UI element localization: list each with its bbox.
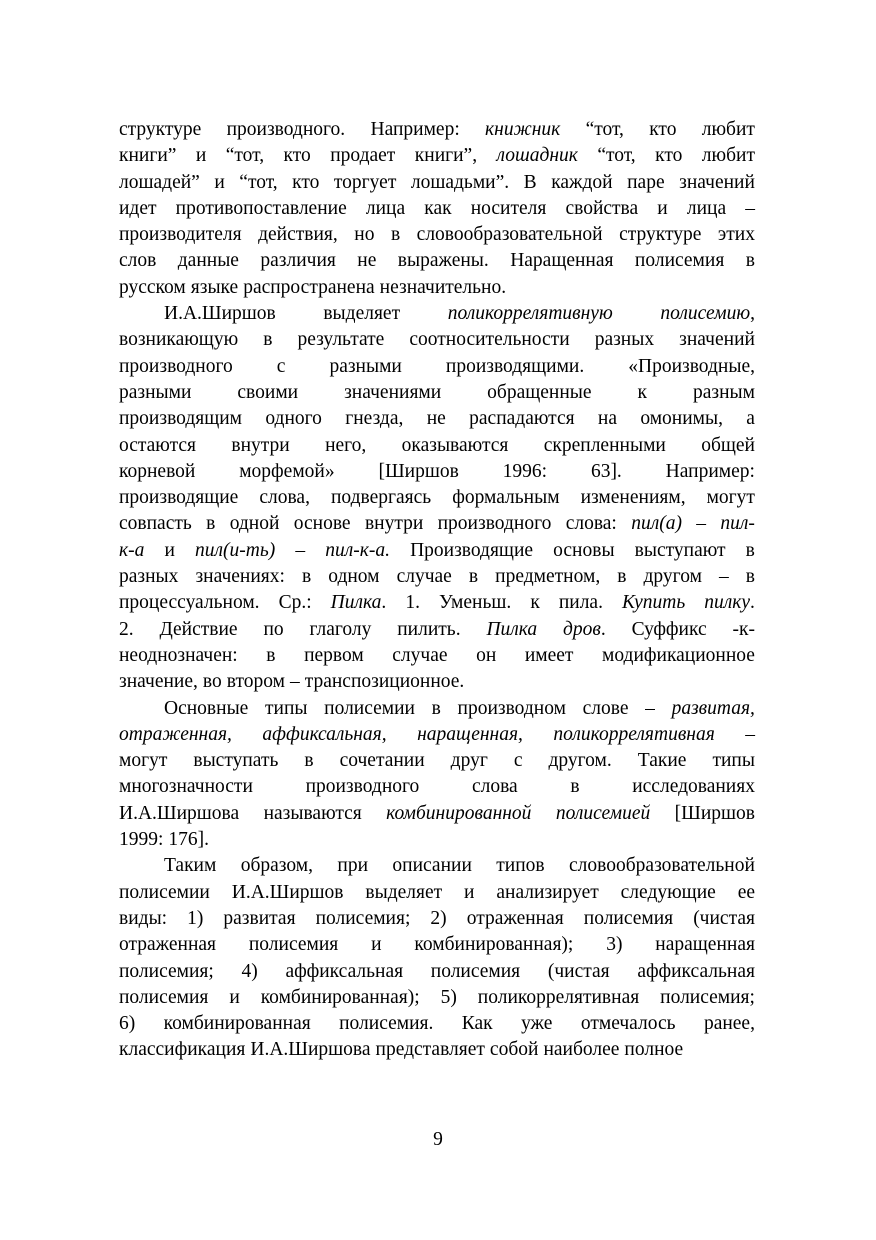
word: выступать xyxy=(193,750,279,772)
word: поликоррелятивная xyxy=(553,723,715,745)
word: словообразовательной xyxy=(416,224,603,246)
paragraph xyxy=(119,301,755,695)
word: и xyxy=(464,881,475,903)
word: производящими. xyxy=(445,355,585,377)
word: – xyxy=(295,539,306,561)
word: ее xyxy=(737,881,755,903)
word: Наращенная xyxy=(510,250,614,272)
word: Суффикс xyxy=(631,618,707,640)
word: полисемия. xyxy=(339,1013,434,1035)
word: исследованиях xyxy=(632,776,755,798)
word: своими xyxy=(237,381,299,403)
word: пилить. xyxy=(397,618,461,640)
word: лица xyxy=(686,197,727,219)
text-line xyxy=(119,511,755,537)
word: аффиксальная xyxy=(285,960,404,982)
word: «Производные, xyxy=(628,355,755,377)
word: отмечалось xyxy=(580,1013,676,1035)
word: он xyxy=(476,644,497,666)
word: слова, xyxy=(259,487,310,509)
word: одном xyxy=(328,566,380,588)
text-line xyxy=(119,748,755,774)
text-line xyxy=(119,774,755,800)
word: подвергаясь xyxy=(330,487,432,509)
word: следующие xyxy=(620,881,716,903)
word: распространена xyxy=(243,276,375,298)
word: русском xyxy=(119,276,186,298)
text-line xyxy=(119,170,755,196)
word: в xyxy=(745,566,755,588)
word: развитая, xyxy=(671,697,755,719)
word: в xyxy=(263,329,273,351)
word: лошадьми”. xyxy=(410,171,510,193)
word: в xyxy=(570,776,580,798)
word: разными xyxy=(329,355,402,377)
word: книги” xyxy=(119,145,177,167)
word: пил- xyxy=(720,513,755,535)
word: и xyxy=(195,145,207,167)
word: (чистая xyxy=(547,960,610,982)
paragraph xyxy=(119,853,755,1063)
word: носителя xyxy=(470,197,547,219)
word: модификационное xyxy=(602,644,755,666)
word: полисемия; xyxy=(119,960,214,982)
text-line xyxy=(119,722,755,748)
word: действия, xyxy=(258,224,338,246)
word: а xyxy=(746,408,755,430)
text-line xyxy=(119,932,755,958)
text-line xyxy=(119,433,755,459)
word: к xyxy=(530,592,540,614)
word: образом, xyxy=(240,855,313,877)
word: отраженная xyxy=(466,907,564,929)
word: и xyxy=(657,197,668,219)
word: в xyxy=(745,250,755,272)
word: разным xyxy=(693,381,755,403)
text-line xyxy=(119,617,755,643)
word: основе xyxy=(293,513,351,535)
word: уже xyxy=(521,1013,553,1035)
word: внутри xyxy=(364,513,424,535)
word: в xyxy=(468,566,479,588)
word: комбинированной xyxy=(386,802,532,824)
word: распадаются xyxy=(469,408,575,430)
word: значений xyxy=(679,329,755,351)
word: морфемой» xyxy=(239,460,335,482)
word: случае xyxy=(392,644,448,666)
word: гнезда, xyxy=(345,408,404,430)
word: – xyxy=(645,697,655,719)
word: в xyxy=(617,566,627,588)
word: производного xyxy=(437,513,552,535)
text-line xyxy=(119,459,755,485)
word: кто xyxy=(649,119,677,140)
word: полисемия xyxy=(248,934,339,956)
word-group xyxy=(704,590,755,616)
word: разными xyxy=(119,381,192,403)
word: этих xyxy=(717,224,755,246)
word: – xyxy=(289,671,300,693)
word: полное xyxy=(624,1039,684,1061)
word: Пилка xyxy=(330,592,382,614)
word: слова: xyxy=(565,513,617,535)
word: “тот, xyxy=(225,145,265,167)
text-line xyxy=(119,1011,755,1037)
word: собой xyxy=(489,1039,539,1061)
word: него, xyxy=(325,434,367,456)
word: пил-к-а. xyxy=(325,539,390,561)
word: общей xyxy=(701,434,755,456)
word: поликоррелятивная xyxy=(477,986,640,1008)
word: транспозиционное. xyxy=(304,671,465,693)
text-line xyxy=(119,880,755,906)
word: И.А.Ширшова xyxy=(119,802,240,824)
word: Производящие xyxy=(410,539,534,561)
word: первом xyxy=(304,644,364,666)
word: но xyxy=(354,224,375,246)
word: “тот, xyxy=(239,171,278,193)
word: значений xyxy=(679,171,755,193)
word: лошадник xyxy=(496,145,578,167)
word: производящие xyxy=(119,487,239,509)
word: друг xyxy=(450,750,488,772)
word: кто xyxy=(655,145,683,167)
word: типы xyxy=(264,697,308,719)
word: И.А.Ширшов xyxy=(164,303,276,325)
text-line xyxy=(119,301,755,327)
word: 176]. xyxy=(168,829,210,851)
word: данные xyxy=(177,250,239,272)
word: могут xyxy=(706,487,755,509)
word: выделяет xyxy=(365,881,443,903)
word: в xyxy=(431,697,441,719)
word: паре xyxy=(627,171,665,193)
word: , xyxy=(750,303,755,325)
text-line xyxy=(119,959,755,985)
word: . xyxy=(600,618,606,640)
word: омонимы, xyxy=(640,408,723,430)
word: наращенная xyxy=(655,934,755,956)
word: производного xyxy=(119,355,233,377)
word: как xyxy=(424,197,452,219)
word: различия xyxy=(260,250,336,272)
text-line xyxy=(119,985,755,1011)
text-line xyxy=(119,196,755,222)
word: – xyxy=(718,566,729,588)
word: продает xyxy=(330,145,396,167)
word: кто xyxy=(283,145,311,167)
word: полисемия; xyxy=(660,986,755,1008)
word: другом. xyxy=(548,750,612,772)
word: полисемии xyxy=(119,881,210,903)
word: в xyxy=(390,224,401,246)
word: выступают xyxy=(634,539,726,561)
word: слова xyxy=(471,776,518,798)
word: пилку xyxy=(704,592,751,614)
word: процессуальном. xyxy=(119,592,260,614)
word: Купить xyxy=(622,592,686,614)
word: значениями xyxy=(344,381,442,403)
text-line xyxy=(119,117,755,143)
word: оказываются xyxy=(401,434,509,456)
word: производного xyxy=(305,776,420,798)
word: и xyxy=(214,171,225,193)
word: языке xyxy=(190,276,239,298)
word: поликоррелятивную xyxy=(447,303,613,325)
word: Такие xyxy=(637,750,687,772)
page-body xyxy=(119,117,755,1064)
text-line xyxy=(119,827,755,853)
word: случае xyxy=(396,566,452,588)
word: в xyxy=(304,750,314,772)
word: 2. xyxy=(119,618,134,640)
word: производителя xyxy=(119,224,242,246)
word: значениях: xyxy=(195,566,285,588)
word: полисемия xyxy=(430,960,521,982)
word: многозначности xyxy=(119,776,253,798)
word: полисемией xyxy=(555,802,651,824)
word: Как xyxy=(461,1013,493,1035)
word: по xyxy=(263,618,284,640)
word: глаголу xyxy=(309,618,372,640)
word: одной xyxy=(229,513,280,535)
word: развитая xyxy=(223,907,296,929)
word: называются xyxy=(263,802,362,824)
text-line xyxy=(119,327,755,353)
word: классификация xyxy=(119,1039,246,1061)
word: типов xyxy=(496,855,545,877)
text-line xyxy=(119,906,755,932)
word: основы xyxy=(553,539,615,561)
word: дров xyxy=(563,618,601,640)
text-line xyxy=(119,853,755,879)
word: внутри xyxy=(231,434,290,456)
word: 4) xyxy=(241,960,258,982)
word: . xyxy=(750,592,755,614)
text-line xyxy=(119,1037,755,1063)
word-group xyxy=(660,301,755,327)
word: пил(и-ть) xyxy=(195,539,276,561)
word: и xyxy=(229,986,240,1008)
text-line xyxy=(119,406,755,432)
word: отраженная, xyxy=(119,723,232,745)
word: Уменьш. xyxy=(438,592,512,614)
word: выражены. xyxy=(397,250,489,272)
word: втором xyxy=(226,671,285,693)
word: ранее, xyxy=(703,1013,755,1035)
paragraph xyxy=(119,117,755,301)
word: в xyxy=(206,513,216,535)
word: не xyxy=(426,408,446,430)
word: . xyxy=(381,592,387,614)
text-line xyxy=(119,275,755,301)
word: производного. xyxy=(226,119,346,140)
word: аффиксальная xyxy=(637,960,755,982)
word: структуре xyxy=(619,224,702,246)
word: представляет xyxy=(375,1039,485,1061)
text-line xyxy=(119,380,755,406)
word: слове xyxy=(582,697,629,719)
word: структуре xyxy=(119,119,202,140)
word: Например: xyxy=(665,460,755,482)
word: возникающую xyxy=(119,329,239,351)
word: книги”, xyxy=(414,145,478,167)
word: 1999: xyxy=(119,829,164,851)
word: в xyxy=(301,566,312,588)
word: каждой xyxy=(551,171,613,193)
text-line xyxy=(119,564,755,590)
word: полисемия xyxy=(583,907,674,929)
word: (чистая xyxy=(693,907,755,929)
word: другом xyxy=(643,566,702,588)
word: слов xyxy=(119,250,157,272)
text-line xyxy=(119,669,755,695)
word: наращенная, xyxy=(417,723,523,745)
word: остаются xyxy=(119,434,197,456)
word: полисемия xyxy=(634,250,725,272)
word: 1) xyxy=(187,907,204,929)
word: любит xyxy=(701,119,755,140)
text-line xyxy=(119,248,755,274)
word: к xyxy=(637,381,648,403)
word: Например: xyxy=(370,119,460,140)
word: предметном, xyxy=(495,566,601,588)
word: незначительно. xyxy=(379,276,507,298)
word: противопоставление xyxy=(175,197,347,219)
word: при xyxy=(337,855,369,877)
word: производном xyxy=(457,697,566,719)
word: “тот, xyxy=(585,119,624,140)
word: могут xyxy=(119,750,168,772)
word: 5) xyxy=(440,986,457,1008)
word: 1996: xyxy=(502,460,548,482)
word: -к- xyxy=(732,618,755,640)
word: 2) xyxy=(430,907,447,929)
word-group xyxy=(331,590,387,616)
word: значение, xyxy=(119,671,198,693)
word: и xyxy=(371,934,382,956)
text-line xyxy=(119,222,755,248)
word: к-а xyxy=(119,539,145,561)
word: любит xyxy=(701,145,755,167)
word: разных xyxy=(119,566,179,588)
word: обращенные xyxy=(487,381,592,403)
word-group xyxy=(563,617,606,643)
word: [Ширшов xyxy=(674,802,755,824)
word: не xyxy=(357,250,377,272)
word: полисемия xyxy=(119,986,209,1008)
word: описании xyxy=(392,855,472,877)
word: соотносительности xyxy=(409,329,570,351)
word: полисемию xyxy=(660,303,751,325)
word: виды: xyxy=(119,907,168,929)
word: одного xyxy=(265,408,322,430)
text-line xyxy=(119,354,755,380)
text-line xyxy=(119,696,755,722)
word: “тот, xyxy=(597,145,636,167)
word: полисемии xyxy=(324,697,415,719)
word: – xyxy=(696,513,707,535)
word: торгует xyxy=(333,171,397,193)
paragraph xyxy=(119,696,755,854)
word: – xyxy=(745,723,755,745)
word: Действие xyxy=(159,618,238,640)
word: в xyxy=(745,539,755,561)
word: полисемия; xyxy=(315,907,411,929)
word: выделяет xyxy=(323,303,401,325)
text-line xyxy=(119,143,755,169)
word: И.А.Ширшов xyxy=(231,881,344,903)
word: лица xyxy=(365,197,406,219)
word: наиболее xyxy=(543,1039,620,1061)
word: на xyxy=(597,408,617,430)
word: Основные xyxy=(164,697,249,719)
text-line xyxy=(119,538,755,564)
word: – xyxy=(745,197,755,219)
word: И.А.Ширшова xyxy=(250,1039,371,1061)
word: 6) xyxy=(119,1013,136,1035)
word: отраженная xyxy=(119,934,217,956)
word: типы xyxy=(712,750,755,772)
word: кто xyxy=(292,171,320,193)
word: корневой xyxy=(119,460,196,482)
word: 1. xyxy=(405,592,420,614)
word: идет xyxy=(119,197,157,219)
word: с xyxy=(513,750,523,772)
word: В xyxy=(523,171,537,193)
word: лошадей” xyxy=(119,171,200,193)
word: формальным xyxy=(452,487,560,509)
word: сочетании xyxy=(339,750,425,772)
word: [Ширшов xyxy=(378,460,459,482)
word: разных xyxy=(594,329,655,351)
word: анализирует xyxy=(496,881,599,903)
word: пил(а) xyxy=(631,513,682,535)
page-number: 9 xyxy=(433,1129,443,1150)
word: 63]. xyxy=(590,460,622,482)
word: 3) xyxy=(606,934,623,956)
word: скрепленными xyxy=(543,434,666,456)
text-line xyxy=(119,801,755,827)
word: комбинированная); xyxy=(414,934,574,956)
text-line xyxy=(119,485,755,511)
text-line xyxy=(119,590,755,616)
word: свойства xyxy=(565,197,639,219)
word: пила. xyxy=(558,592,603,614)
word: Ср.: xyxy=(278,592,312,614)
word: изменениям, xyxy=(580,487,686,509)
word: книжник xyxy=(485,119,561,140)
word: Таким xyxy=(164,855,217,877)
word: комбинированная xyxy=(163,1013,311,1035)
word: с xyxy=(276,355,286,377)
word: совпасть xyxy=(119,513,192,535)
word: Пилка xyxy=(486,618,538,640)
word: словообразовательной xyxy=(569,855,755,877)
word: производящим xyxy=(119,408,243,430)
word: неоднозначен: xyxy=(119,644,238,666)
word: в xyxy=(266,644,276,666)
word: и xyxy=(164,539,175,561)
word: во xyxy=(202,671,222,693)
word: результате xyxy=(297,329,385,351)
text-line xyxy=(119,643,755,669)
word: комбинированная); xyxy=(260,986,420,1008)
word: аффиксальная, xyxy=(262,723,387,745)
word: имеет xyxy=(524,644,574,666)
